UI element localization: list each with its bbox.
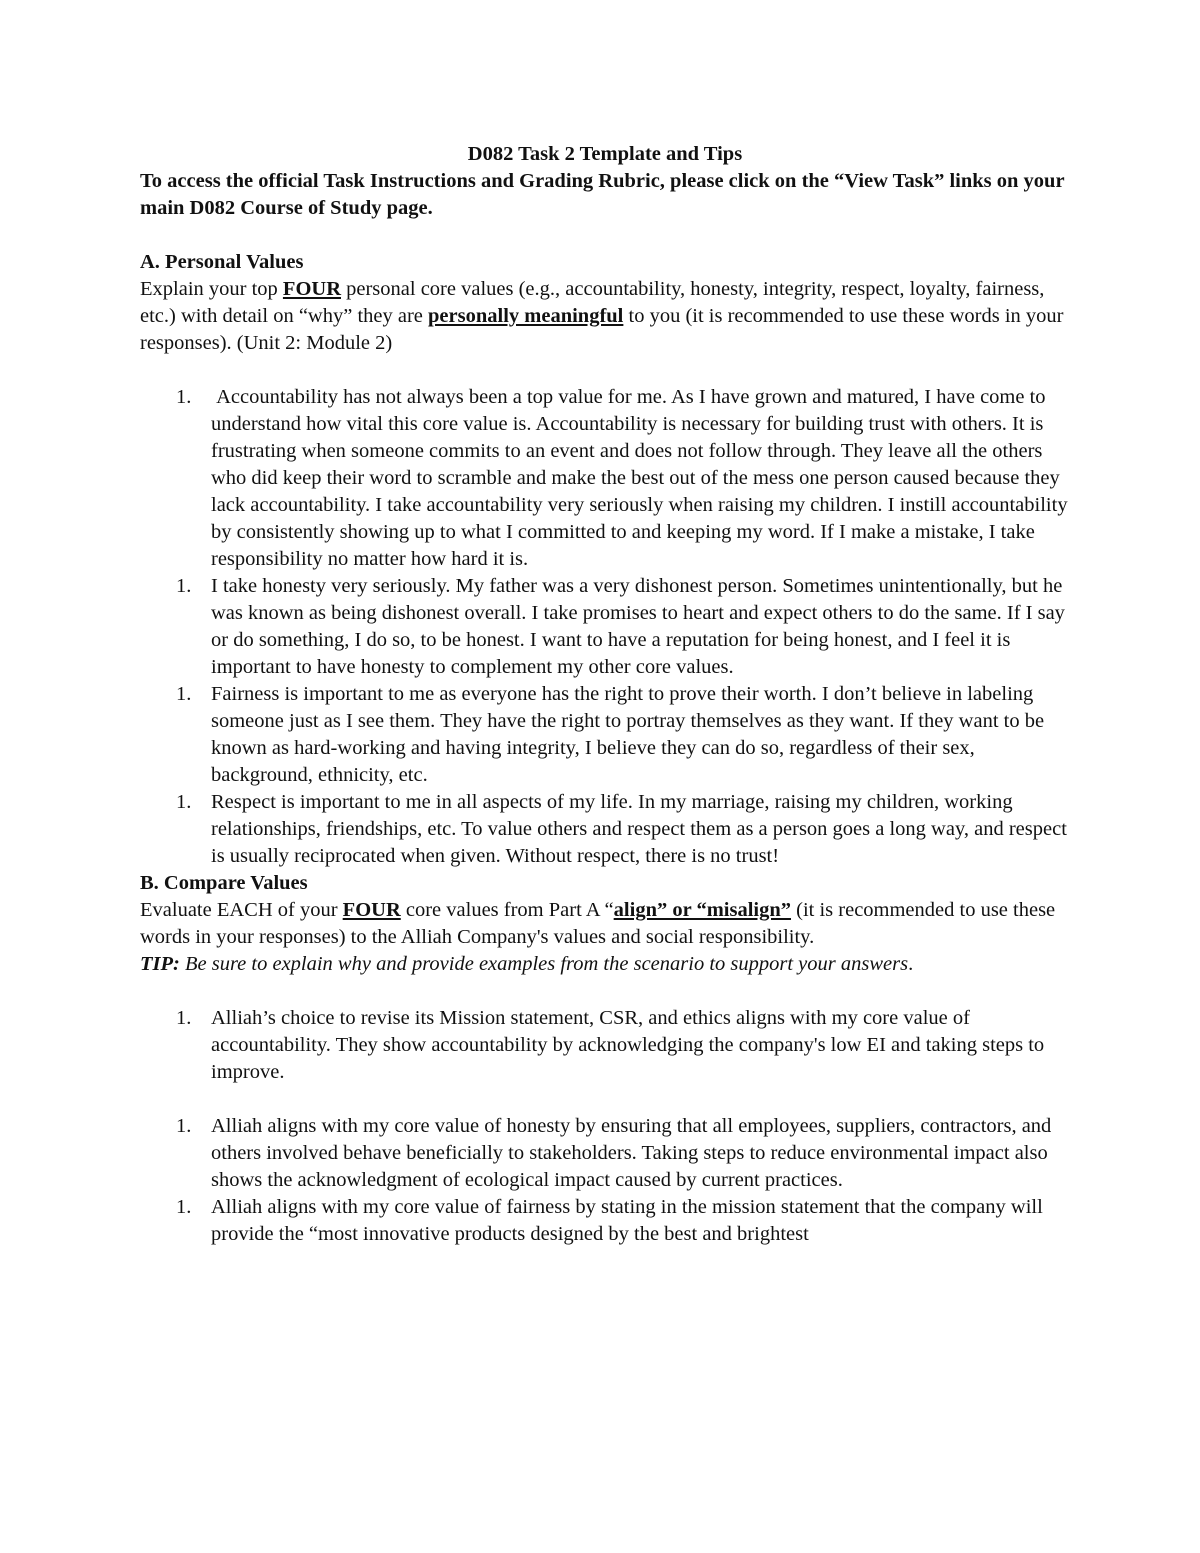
tip-period: .	[908, 953, 914, 975]
list-item-text-body: Accountability has not always been a top value for me. As I have grown and matured, I have come to understand how vital this core value is. Accountability is necessary for building trust with others. It is frustrating when someone commits to an event and does not follow through. They leave all the others who did keep their word to scramble and make the best out of the mess one person caused because they lack accountability. I take accountability very seriously when raising my children. I instill accountability by consistently showing up to what I committed to and keeping my word. If I make a mistake, I take responsibility no matter how hard it is.	[211, 386, 1068, 570]
list-item-text: I take honesty very seriously. My father was a very dishonest person. Sometimes unintentionally, but he was known as being dishonest overall. I take promises to heart and expect others to do the same. If I say or do something, I do so, to be honest. I want to have a reputation for being honest, and I feel it is important to have honesty to complement my other core values.	[211, 575, 1065, 678]
document-page	[140, 141, 1070, 1248]
section-b-prompt-text-3: (it is recommended to use these words in your responses) to the Alliah Company's values and social responsibility.	[140, 899, 1056, 948]
list-item-number: 1.	[176, 1196, 192, 1218]
list-item	[140, 681, 1070, 789]
section-b-prompt-four: FOUR	[342, 899, 401, 921]
list-item-text: Fairness is important to me as everyone has the right to prove their worth. I don’t believe in labeling someone just as I see them. They have the right to portray themselves as they want. If they want to be known as hard-working and having integrity, I believe they can do so, regardless of their sex, background, ethnicity, etc.	[211, 683, 1045, 786]
list-item-text: Alliah aligns with my core value of honesty by ensuring that all employees, suppliers, contractors, and others involved behave beneficially to stakeholders. Taking steps to reduce environmental impact also shows the acknowledgment of ecological impact caused by current practices.	[211, 1115, 1052, 1191]
list-item	[140, 1113, 1070, 1194]
spacer	[140, 222, 1070, 249]
list-item	[140, 789, 1070, 870]
list-item-text: Alliah’s choice to revise its Mission statement, CSR, and ethics aligns with my core value of accountability. They show accountability by acknowledging the company's low EI and taking steps to improve.	[211, 1007, 1045, 1083]
section-b-heading: B. Compare Values	[140, 872, 308, 894]
tip-label: TIP:	[140, 953, 180, 975]
list-item-number: 1.	[176, 791, 192, 813]
section-b-prompt-align: align” or “misalign”	[613, 899, 791, 921]
list-item-number: 1.	[176, 1115, 192, 1137]
tip-text: Be sure to explain why and provide examples from the scenario to support your answers	[179, 953, 909, 975]
list-item	[140, 1194, 1070, 1248]
spacer	[140, 357, 1070, 384]
list-item-text: Alliah aligns with my core value of fairness by stating in the mission statement that the company will provide the “most innovative products designed by the best and brightest	[211, 1196, 1043, 1245]
section-b-prompt-text-2: core values from Part A “	[400, 899, 614, 921]
list-item-number: 1.	[176, 386, 192, 408]
section-a-prompt-text-3: to you (it is recommended to use these words in your responses). (Unit 2: Module 2)	[140, 305, 1064, 354]
document-title: D082 Task 2 Template and Tips	[467, 143, 743, 165]
section-b-prompt	[140, 897, 1070, 951]
list-item-number: 1.	[176, 683, 192, 705]
section-a-prompt-meaningful: personally meaningful	[428, 305, 624, 327]
list-item-text	[211, 386, 1068, 570]
section-a-prompt	[140, 276, 1070, 357]
section-b-prompt-text-1: Evaluate EACH of your	[140, 899, 343, 921]
section-b-tip	[140, 951, 1070, 978]
list-item-number: 1.	[176, 1007, 192, 1029]
section-a-prompt-text-1: Explain your top	[140, 278, 283, 300]
document-intro: To access the official Task Instructions and Grading Rubric, please click on the “View Task” links on your main D082 Course of Study page.	[140, 170, 1065, 219]
list-item	[140, 573, 1070, 681]
list-item	[140, 1005, 1070, 1086]
section-a-heading: A. Personal Values	[140, 251, 304, 273]
section-a-prompt-four: FOUR	[282, 278, 341, 300]
spacer	[140, 978, 1070, 1005]
list-item-text: Respect is important to me in all aspects of my life. In my marriage, raising my children, working relationships, friendships, etc. To value others and respect them as a person goes a long way, and respect is usually reciprocated when given. Without respect, there is no trust!	[211, 791, 1067, 867]
section-a-prompt-text-2: personal core values (e.g., accountability, honesty, integrity, respect, loyalty, fairness, etc.) with detail on “why” they are	[140, 278, 1045, 327]
list-item-number: 1.	[176, 575, 192, 597]
section-a-list	[140, 384, 1070, 870]
list-item	[140, 384, 1070, 573]
section-b-list	[140, 1005, 1070, 1248]
